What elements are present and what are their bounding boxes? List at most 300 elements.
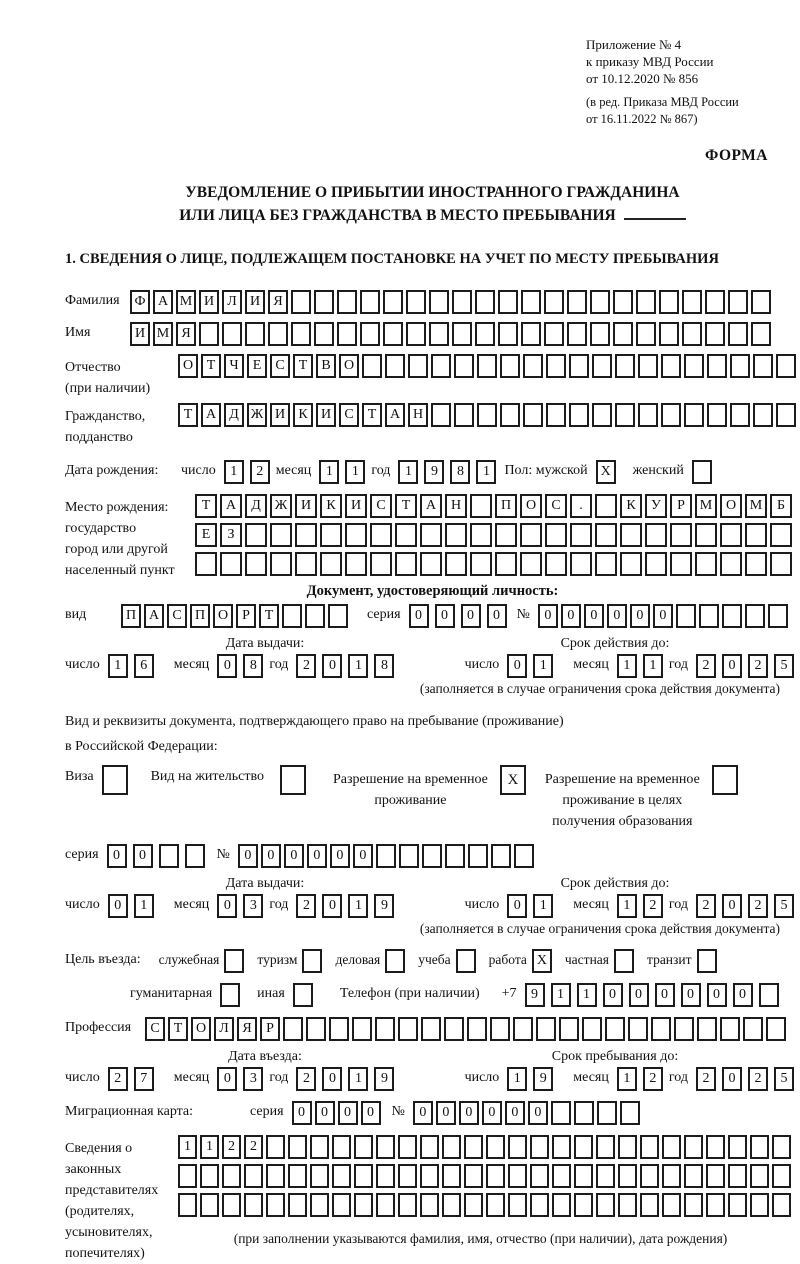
- birth-place-cells-row2[interactable]: [195, 523, 795, 547]
- form-cell[interactable]: [662, 1135, 681, 1159]
- form-cell[interactable]: [596, 1135, 615, 1159]
- form-cell[interactable]: [697, 949, 717, 973]
- form-cell[interactable]: [620, 552, 642, 576]
- form-cell[interactable]: 1: [577, 983, 597, 1007]
- form-cell[interactable]: [383, 290, 403, 314]
- form-cell[interactable]: [706, 1135, 725, 1159]
- form-cell[interactable]: [454, 354, 474, 378]
- form-cell[interactable]: [283, 1017, 303, 1041]
- form-cell[interactable]: 7: [134, 1067, 154, 1091]
- form-cell[interactable]: В: [316, 354, 336, 378]
- form-cell[interactable]: 0: [538, 604, 558, 628]
- form-cell[interactable]: [295, 523, 317, 547]
- form-cell[interactable]: [305, 604, 325, 628]
- form-cell[interactable]: [595, 552, 617, 576]
- form-cell[interactable]: [222, 1164, 241, 1188]
- form-cell[interactable]: [730, 354, 750, 378]
- form-cell[interactable]: [345, 523, 367, 547]
- form-cell[interactable]: [753, 403, 773, 427]
- form-cell[interactable]: [376, 1135, 395, 1159]
- form-cell[interactable]: [200, 1164, 219, 1188]
- form-cell[interactable]: [490, 1017, 510, 1041]
- form-cell[interactable]: [684, 403, 704, 427]
- form-cell[interactable]: [442, 1135, 461, 1159]
- form-cell[interactable]: [508, 1193, 527, 1217]
- form-cell[interactable]: [720, 552, 742, 576]
- form-cell[interactable]: [730, 403, 750, 427]
- form-cell[interactable]: 0: [409, 604, 429, 628]
- form-cell[interactable]: 1: [617, 894, 637, 918]
- form-cell[interactable]: [544, 322, 564, 346]
- form-cell[interactable]: [574, 1135, 593, 1159]
- form-cell[interactable]: [728, 1135, 747, 1159]
- form-cell[interactable]: [728, 1193, 747, 1217]
- form-cell[interactable]: 9: [424, 460, 444, 484]
- form-cell[interactable]: [638, 403, 658, 427]
- form-cell[interactable]: [464, 1193, 483, 1217]
- form-cell[interactable]: [613, 290, 633, 314]
- form-cell[interactable]: 0: [292, 1101, 312, 1125]
- form-cell[interactable]: [745, 604, 765, 628]
- stay-year-cells[interactable]: [696, 1067, 800, 1091]
- form-cell[interactable]: [398, 1164, 417, 1188]
- form-cell[interactable]: [370, 552, 392, 576]
- entry-day-cells[interactable]: [108, 1067, 160, 1091]
- form-cell[interactable]: [728, 290, 748, 314]
- form-cell[interactable]: [750, 1193, 769, 1217]
- form-cell[interactable]: [662, 1193, 681, 1217]
- permit-issue-month-cells[interactable]: [217, 894, 269, 918]
- form-cell[interactable]: Д: [245, 494, 267, 518]
- form-cell[interactable]: 5: [774, 1067, 794, 1091]
- form-cell[interactable]: [772, 1164, 791, 1188]
- form-cell[interactable]: [282, 604, 302, 628]
- form-cell[interactable]: М: [745, 494, 767, 518]
- form-cell[interactable]: [245, 552, 267, 576]
- form-cell[interactable]: 2: [748, 654, 768, 678]
- form-cell[interactable]: [293, 983, 313, 1007]
- form-cell[interactable]: [508, 1135, 527, 1159]
- form-cell[interactable]: [486, 1193, 505, 1217]
- form-cell[interactable]: 8: [374, 654, 394, 678]
- form-cell[interactable]: [544, 290, 564, 314]
- form-cell[interactable]: X: [500, 765, 526, 795]
- form-cell[interactable]: [360, 290, 380, 314]
- form-cell[interactable]: 0: [461, 604, 481, 628]
- form-cell[interactable]: [728, 1164, 747, 1188]
- form-cell[interactable]: [521, 322, 541, 346]
- form-cell[interactable]: 0: [133, 844, 153, 868]
- form-cell[interactable]: 0: [338, 1101, 358, 1125]
- form-cell[interactable]: 2: [643, 1067, 663, 1091]
- doc-valid-day-cells[interactable]: [507, 654, 559, 678]
- form-cell[interactable]: [291, 322, 311, 346]
- form-cell[interactable]: А: [420, 494, 442, 518]
- form-cell[interactable]: [640, 1164, 659, 1188]
- form-cell[interactable]: О: [191, 1017, 211, 1041]
- form-cell[interactable]: [530, 1164, 549, 1188]
- form-cell[interactable]: [222, 1193, 241, 1217]
- form-cell[interactable]: [659, 322, 679, 346]
- form-cell[interactable]: [699, 604, 719, 628]
- form-cell[interactable]: [569, 403, 589, 427]
- form-cell[interactable]: С: [339, 403, 359, 427]
- form-cell[interactable]: [200, 1193, 219, 1217]
- form-cell[interactable]: 0: [435, 604, 455, 628]
- form-cell[interactable]: Я: [176, 322, 196, 346]
- form-cell[interactable]: 0: [482, 1101, 502, 1125]
- form-cell[interactable]: [613, 322, 633, 346]
- form-cell[interactable]: 0: [315, 1101, 335, 1125]
- form-cell[interactable]: [705, 290, 725, 314]
- form-cell[interactable]: Р: [260, 1017, 280, 1041]
- form-cell[interactable]: 0: [459, 1101, 479, 1125]
- form-cell[interactable]: [684, 1193, 703, 1217]
- form-cell[interactable]: 0: [561, 604, 581, 628]
- form-cell[interactable]: 1: [178, 1135, 197, 1159]
- form-cell[interactable]: [467, 1017, 487, 1041]
- form-cell[interactable]: [310, 1193, 329, 1217]
- permit-series-cells[interactable]: [107, 844, 211, 868]
- form-cell[interactable]: [376, 844, 396, 868]
- form-cell[interactable]: [102, 765, 128, 795]
- form-cell[interactable]: [706, 1164, 725, 1188]
- form-cell[interactable]: [615, 403, 635, 427]
- form-cell[interactable]: [695, 552, 717, 576]
- form-cell[interactable]: 0: [322, 894, 342, 918]
- form-cell[interactable]: 2: [696, 1067, 716, 1091]
- phone-cells[interactable]: [525, 983, 785, 1007]
- form-cell[interactable]: [614, 949, 634, 973]
- form-cell[interactable]: [464, 1164, 483, 1188]
- form-cell[interactable]: [337, 290, 357, 314]
- form-cell[interactable]: [753, 354, 773, 378]
- form-cell[interactable]: Ж: [270, 494, 292, 518]
- permit-valid-year-cells[interactable]: [696, 894, 800, 918]
- form-cell[interactable]: 1: [551, 983, 571, 1007]
- form-cell[interactable]: [645, 552, 667, 576]
- form-cell[interactable]: [495, 552, 517, 576]
- form-cell[interactable]: 1: [398, 460, 418, 484]
- form-cell[interactable]: [569, 354, 589, 378]
- form-cell[interactable]: [582, 1017, 602, 1041]
- form-cell[interactable]: 2: [108, 1067, 128, 1091]
- form-cell[interactable]: [620, 523, 642, 547]
- form-cell[interactable]: [676, 604, 696, 628]
- form-cell[interactable]: К: [293, 403, 313, 427]
- doc-issue-month-cells[interactable]: [217, 654, 269, 678]
- form-cell[interactable]: П: [121, 604, 141, 628]
- form-cell[interactable]: 2: [296, 1067, 316, 1091]
- form-cell[interactable]: [470, 494, 492, 518]
- form-cell[interactable]: 0: [322, 654, 342, 678]
- form-cell[interactable]: [684, 1164, 703, 1188]
- name-cells[interactable]: [130, 322, 774, 346]
- form-cell[interactable]: 1: [507, 1067, 527, 1091]
- entry-month-cells[interactable]: [217, 1067, 269, 1091]
- form-cell[interactable]: [766, 1017, 786, 1041]
- form-cell[interactable]: [288, 1164, 307, 1188]
- form-cell[interactable]: 5: [774, 654, 794, 678]
- form-cell[interactable]: [530, 1193, 549, 1217]
- form-cell[interactable]: [772, 1135, 791, 1159]
- form-cell[interactable]: [574, 1193, 593, 1217]
- form-cell[interactable]: [431, 354, 451, 378]
- sex-female-checkbox[interactable]: [692, 460, 715, 484]
- doc-issue-year-cells[interactable]: [296, 654, 400, 678]
- form-cell[interactable]: 1: [348, 894, 368, 918]
- form-cell[interactable]: 0: [238, 844, 258, 868]
- form-cell[interactable]: 0: [217, 654, 237, 678]
- form-cell[interactable]: 2: [748, 894, 768, 918]
- form-cell[interactable]: [750, 1164, 769, 1188]
- form-cell[interactable]: [722, 604, 742, 628]
- form-cell[interactable]: 2: [296, 894, 316, 918]
- form-cell[interactable]: [306, 1017, 326, 1041]
- purpose-tourism-checkbox[interactable]: [302, 949, 325, 973]
- form-cell[interactable]: [475, 290, 495, 314]
- permit-number-cells[interactable]: [238, 844, 537, 868]
- form-cell[interactable]: 1: [134, 894, 154, 918]
- entry-year-cells[interactable]: [296, 1067, 400, 1091]
- form-cell[interactable]: К: [320, 494, 342, 518]
- form-cell[interactable]: [370, 523, 392, 547]
- form-cell[interactable]: [195, 552, 217, 576]
- form-cell[interactable]: 0: [436, 1101, 456, 1125]
- form-cell[interactable]: [595, 494, 617, 518]
- form-cell[interactable]: [705, 322, 725, 346]
- form-cell[interactable]: [640, 1193, 659, 1217]
- form-cell[interactable]: [707, 403, 727, 427]
- form-cell[interactable]: [444, 1017, 464, 1041]
- form-cell[interactable]: [745, 523, 767, 547]
- form-cell[interactable]: Е: [247, 354, 267, 378]
- temp-permit-edu-checkbox[interactable]: [712, 765, 741, 795]
- form-cell[interactable]: 0: [361, 1101, 381, 1125]
- permit-valid-day-cells[interactable]: [507, 894, 559, 918]
- form-cell[interactable]: [376, 1164, 395, 1188]
- legal-reps-cells-row1[interactable]: [178, 1135, 794, 1159]
- form-cell[interactable]: [222, 322, 242, 346]
- form-cell[interactable]: [270, 552, 292, 576]
- form-cell[interactable]: 9: [533, 1067, 553, 1091]
- form-cell[interactable]: [682, 322, 702, 346]
- form-cell[interactable]: 0: [107, 844, 127, 868]
- form-cell[interactable]: Я: [268, 290, 288, 314]
- form-cell[interactable]: [420, 523, 442, 547]
- form-cell[interactable]: 9: [525, 983, 545, 1007]
- form-cell[interactable]: И: [245, 290, 265, 314]
- form-cell[interactable]: И: [316, 403, 336, 427]
- form-cell[interactable]: П: [495, 494, 517, 518]
- form-cell[interactable]: [776, 354, 796, 378]
- purpose-work-checkbox[interactable]: [532, 949, 555, 973]
- doc-kind-cells[interactable]: [121, 604, 351, 628]
- form-cell[interactable]: [750, 1135, 769, 1159]
- form-cell[interactable]: [706, 1193, 725, 1217]
- form-cell[interactable]: [570, 523, 592, 547]
- form-cell[interactable]: [280, 765, 306, 795]
- form-cell[interactable]: [314, 322, 334, 346]
- form-cell[interactable]: А: [385, 403, 405, 427]
- form-cell[interactable]: С: [270, 354, 290, 378]
- form-cell[interactable]: [768, 604, 788, 628]
- purpose-transit-checkbox[interactable]: [697, 949, 720, 973]
- form-cell[interactable]: [337, 322, 357, 346]
- form-cell[interactable]: [456, 949, 476, 973]
- form-cell[interactable]: [552, 1193, 571, 1217]
- form-cell[interactable]: [498, 322, 518, 346]
- form-cell[interactable]: [551, 1101, 571, 1125]
- form-cell[interactable]: [751, 290, 771, 314]
- form-cell[interactable]: [320, 523, 342, 547]
- form-cell[interactable]: [590, 322, 610, 346]
- form-cell[interactable]: [712, 765, 738, 795]
- form-cell[interactable]: [420, 1135, 439, 1159]
- form-cell[interactable]: М: [695, 494, 717, 518]
- form-cell[interactable]: [452, 322, 472, 346]
- form-cell[interactable]: [670, 523, 692, 547]
- form-cell[interactable]: Л: [222, 290, 242, 314]
- birth-year-cells[interactable]: [398, 460, 502, 484]
- form-cell[interactable]: [661, 354, 681, 378]
- form-cell[interactable]: [159, 844, 179, 868]
- form-cell[interactable]: Т: [395, 494, 417, 518]
- form-cell[interactable]: [592, 403, 612, 427]
- form-cell[interactable]: [695, 523, 717, 547]
- temp-permit-checkbox[interactable]: [500, 765, 529, 795]
- form-cell[interactable]: [491, 844, 511, 868]
- form-cell[interactable]: [442, 1164, 461, 1188]
- form-cell[interactable]: [500, 403, 520, 427]
- form-cell[interactable]: [452, 290, 472, 314]
- form-cell[interactable]: [720, 523, 742, 547]
- form-cell[interactable]: 0: [707, 983, 727, 1007]
- form-cell[interactable]: [395, 523, 417, 547]
- form-cell[interactable]: 5: [774, 894, 794, 918]
- form-cell[interactable]: [310, 1164, 329, 1188]
- form-cell[interactable]: 1: [200, 1135, 219, 1159]
- form-cell[interactable]: [354, 1135, 373, 1159]
- form-cell[interactable]: [596, 1193, 615, 1217]
- form-cell[interactable]: О: [339, 354, 359, 378]
- form-cell[interactable]: [329, 1017, 349, 1041]
- form-cell[interactable]: [743, 1017, 763, 1041]
- form-cell[interactable]: [776, 403, 796, 427]
- form-cell[interactable]: [728, 322, 748, 346]
- form-cell[interactable]: [636, 322, 656, 346]
- form-cell[interactable]: [352, 1017, 372, 1041]
- form-cell[interactable]: Т: [178, 403, 198, 427]
- birth-place-cells-row3[interactable]: [195, 552, 795, 576]
- form-cell[interactable]: [745, 552, 767, 576]
- doc-valid-year-cells[interactable]: [696, 654, 800, 678]
- form-cell[interactable]: 0: [733, 983, 753, 1007]
- form-cell[interactable]: [291, 290, 311, 314]
- form-cell[interactable]: 8: [243, 654, 263, 678]
- form-cell[interactable]: [422, 844, 442, 868]
- form-cell[interactable]: [268, 322, 288, 346]
- form-cell[interactable]: [302, 949, 322, 973]
- form-cell[interactable]: 6: [134, 654, 154, 678]
- purpose-study-checkbox[interactable]: [456, 949, 479, 973]
- form-cell[interactable]: 1: [643, 654, 663, 678]
- form-cell[interactable]: [178, 1193, 197, 1217]
- form-cell[interactable]: [759, 983, 779, 1007]
- form-cell[interactable]: Ф: [130, 290, 150, 314]
- form-cell[interactable]: [245, 523, 267, 547]
- form-cell[interactable]: 0: [261, 844, 281, 868]
- form-cell[interactable]: Т: [362, 403, 382, 427]
- form-cell[interactable]: 0: [507, 894, 527, 918]
- form-cell[interactable]: [697, 1017, 717, 1041]
- form-cell[interactable]: [618, 1164, 637, 1188]
- form-cell[interactable]: З: [220, 523, 242, 547]
- form-cell[interactable]: [618, 1193, 637, 1217]
- birth-place-cells-row1[interactable]: [195, 494, 795, 518]
- form-cell[interactable]: [178, 1164, 197, 1188]
- form-cell[interactable]: 0: [322, 1067, 342, 1091]
- form-cell[interactable]: 0: [507, 654, 527, 678]
- form-cell[interactable]: [420, 552, 442, 576]
- form-cell[interactable]: [266, 1135, 285, 1159]
- form-cell[interactable]: 2: [696, 654, 716, 678]
- mc-series-cells[interactable]: [292, 1101, 384, 1125]
- form-cell[interactable]: [360, 322, 380, 346]
- stay-day-cells[interactable]: [507, 1067, 559, 1091]
- form-cell[interactable]: 0: [487, 604, 507, 628]
- form-cell[interactable]: [597, 1101, 617, 1125]
- form-cell[interactable]: 1: [617, 654, 637, 678]
- form-cell[interactable]: [429, 322, 449, 346]
- form-cell[interactable]: 0: [603, 983, 623, 1007]
- form-cell[interactable]: [552, 1135, 571, 1159]
- legal-reps-cells-row2[interactable]: [178, 1164, 794, 1188]
- permit-issue-year-cells[interactable]: [296, 894, 400, 918]
- form-cell[interactable]: И: [199, 290, 219, 314]
- form-cell[interactable]: [500, 354, 520, 378]
- form-cell[interactable]: [536, 1017, 556, 1041]
- form-cell[interactable]: [692, 460, 712, 484]
- form-cell[interactable]: М: [176, 290, 196, 314]
- form-cell[interactable]: [592, 354, 612, 378]
- doc-number-cells[interactable]: [538, 604, 791, 628]
- form-cell[interactable]: 2: [643, 894, 663, 918]
- form-cell[interactable]: [520, 523, 542, 547]
- form-cell[interactable]: [486, 1135, 505, 1159]
- form-cell[interactable]: 0: [681, 983, 701, 1007]
- form-cell[interactable]: С: [145, 1017, 165, 1041]
- form-cell[interactable]: [244, 1193, 263, 1217]
- form-cell[interactable]: [618, 1135, 637, 1159]
- form-cell[interactable]: 9: [374, 1067, 394, 1091]
- form-cell[interactable]: 0: [413, 1101, 433, 1125]
- form-cell[interactable]: М: [153, 322, 173, 346]
- form-cell[interactable]: [486, 1164, 505, 1188]
- form-cell[interactable]: [495, 523, 517, 547]
- form-cell[interactable]: [651, 1017, 671, 1041]
- form-cell[interactable]: [523, 403, 543, 427]
- form-cell[interactable]: 1: [533, 654, 553, 678]
- form-cell[interactable]: 0: [505, 1101, 525, 1125]
- form-cell[interactable]: [421, 1017, 441, 1041]
- form-cell[interactable]: 2: [296, 654, 316, 678]
- form-cell[interactable]: [320, 552, 342, 576]
- form-cell[interactable]: [385, 354, 405, 378]
- form-cell[interactable]: [445, 552, 467, 576]
- form-cell[interactable]: [398, 1135, 417, 1159]
- form-cell[interactable]: [310, 1135, 329, 1159]
